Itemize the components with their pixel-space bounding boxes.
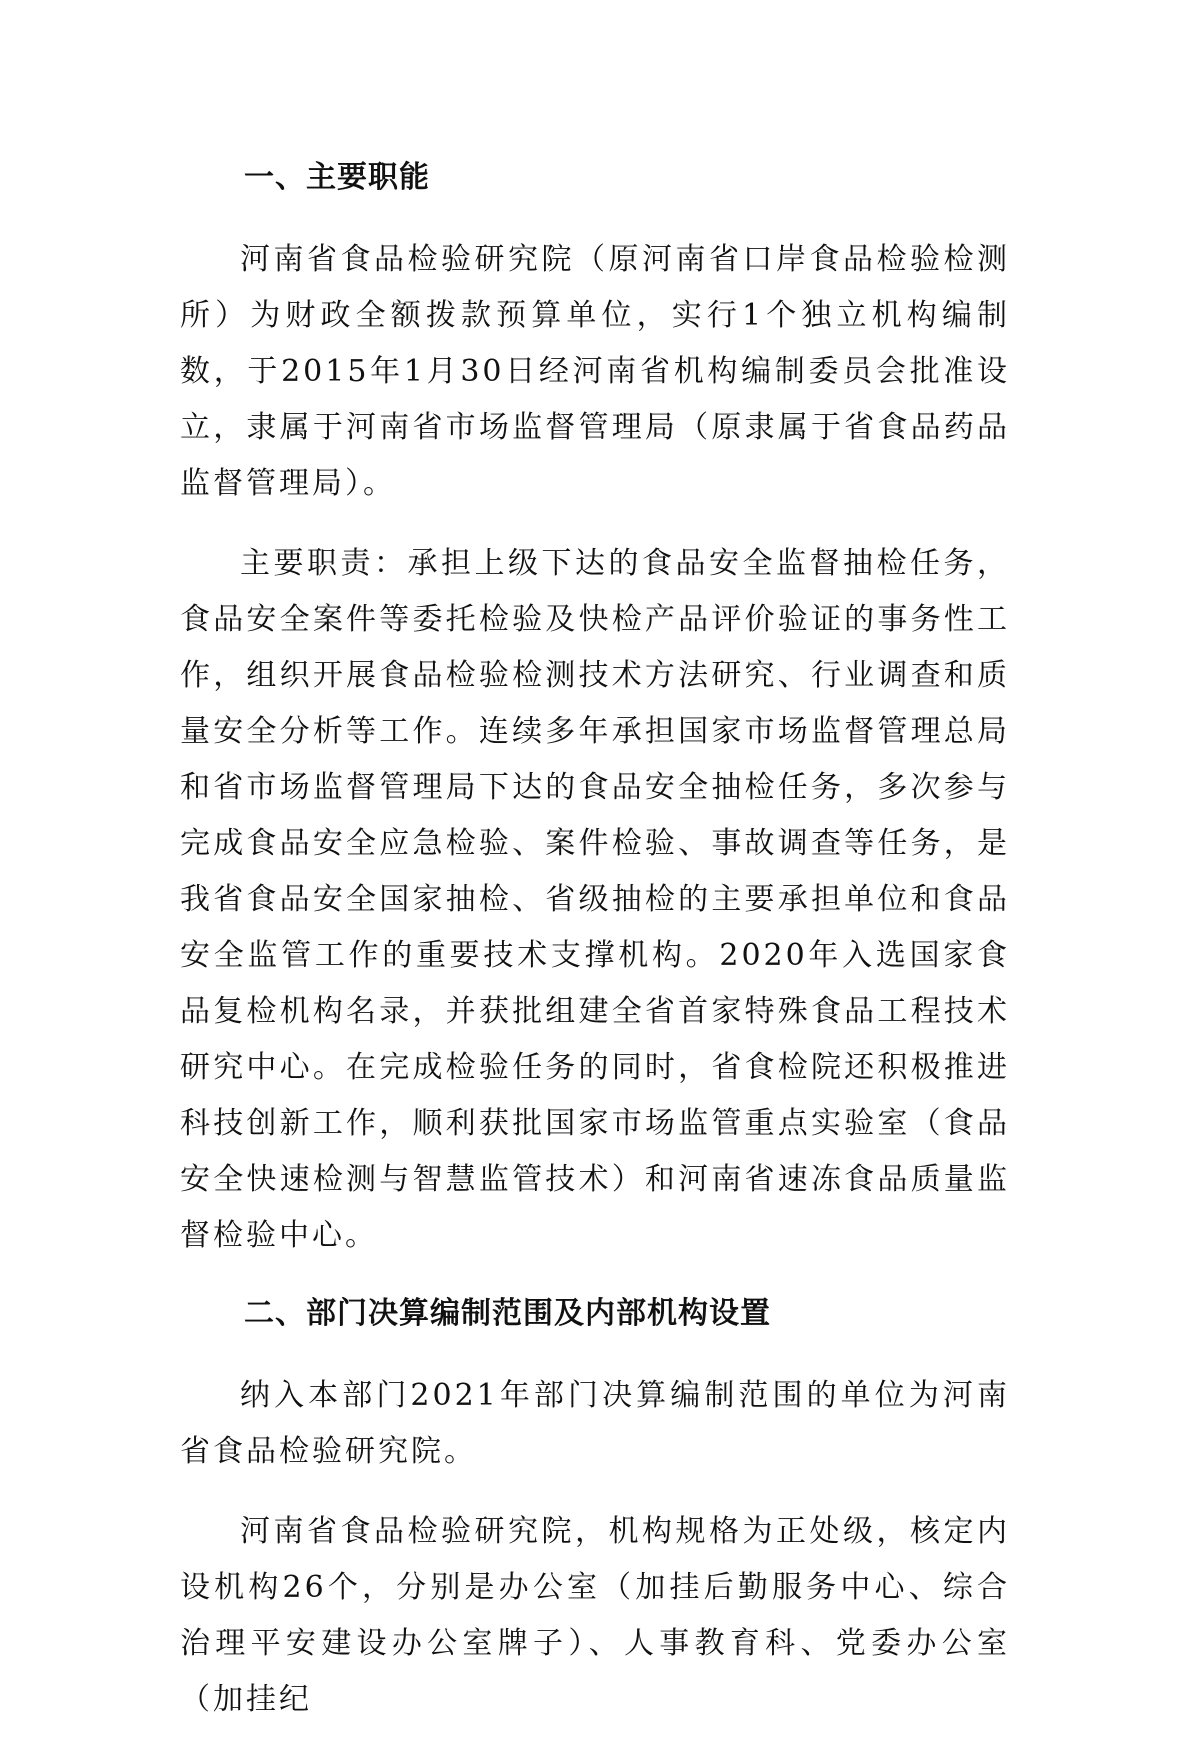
paragraph-budget-scope: 纳入本部门2021年部门决算编制范围的单位为河南省食品检验研究院。: [180, 1378, 1010, 1469]
paragraph-internal-structure: 河南省食品检验研究院，机构规格为正处级，核定内设机构26个，分别是办公室（加挂后勤服务中心、综合治理平安建设办公室牌子）、人事教育科、党委办公室（加挂纪: [180, 1514, 1010, 1717]
paragraph-main-duties: 主要职责：承担上级下达的食品安全监督抽检任务，食品安全案件等委托检验及快检产品评价验证的事务性工作，组织开展食品检验检测技术方法研究、行业调查和质量安全分析等工作。连续多年承担国家市场监督管理总局和省市场监督管理局下达的食品安全抽检任务，多次参与完成食品安全应急检验、案件检验、事故调查等任务，是我省食品安全国家抽检、省级抽检的主要承担单位和食品安全监管工作的重要技术支撑机构。2020年入选国家食品复检机构名录，并获批组建全省首家特殊食品工程技术研究中心。在完成检验任务的同时，省食检院还积极推进科技创新工作，顺利获批国家市场监管重点实验室（食品安全快速检测与智慧监管技术）和河南省速冻食品质量监督检验中心。: [180, 546, 1010, 1253]
section-heading-main-functions: 一、主要职能: [244, 160, 430, 195]
paragraph-institute-overview: 河南省食品检验研究院（原河南省口岸食品检验检测所）为财政全额拨款预算单位，实行1个独立机构编制数，于2015年1月30日经河南省机构编制委员会批准设立，隶属于河南省市场监督管理局（原隶属于省食品药品监督管理局）。: [180, 242, 1010, 501]
section-heading-scope-and-structure: 二、部门决算编制范围及内部机构设置: [244, 1296, 771, 1331]
document-body: [180, 152, 1010, 1752]
